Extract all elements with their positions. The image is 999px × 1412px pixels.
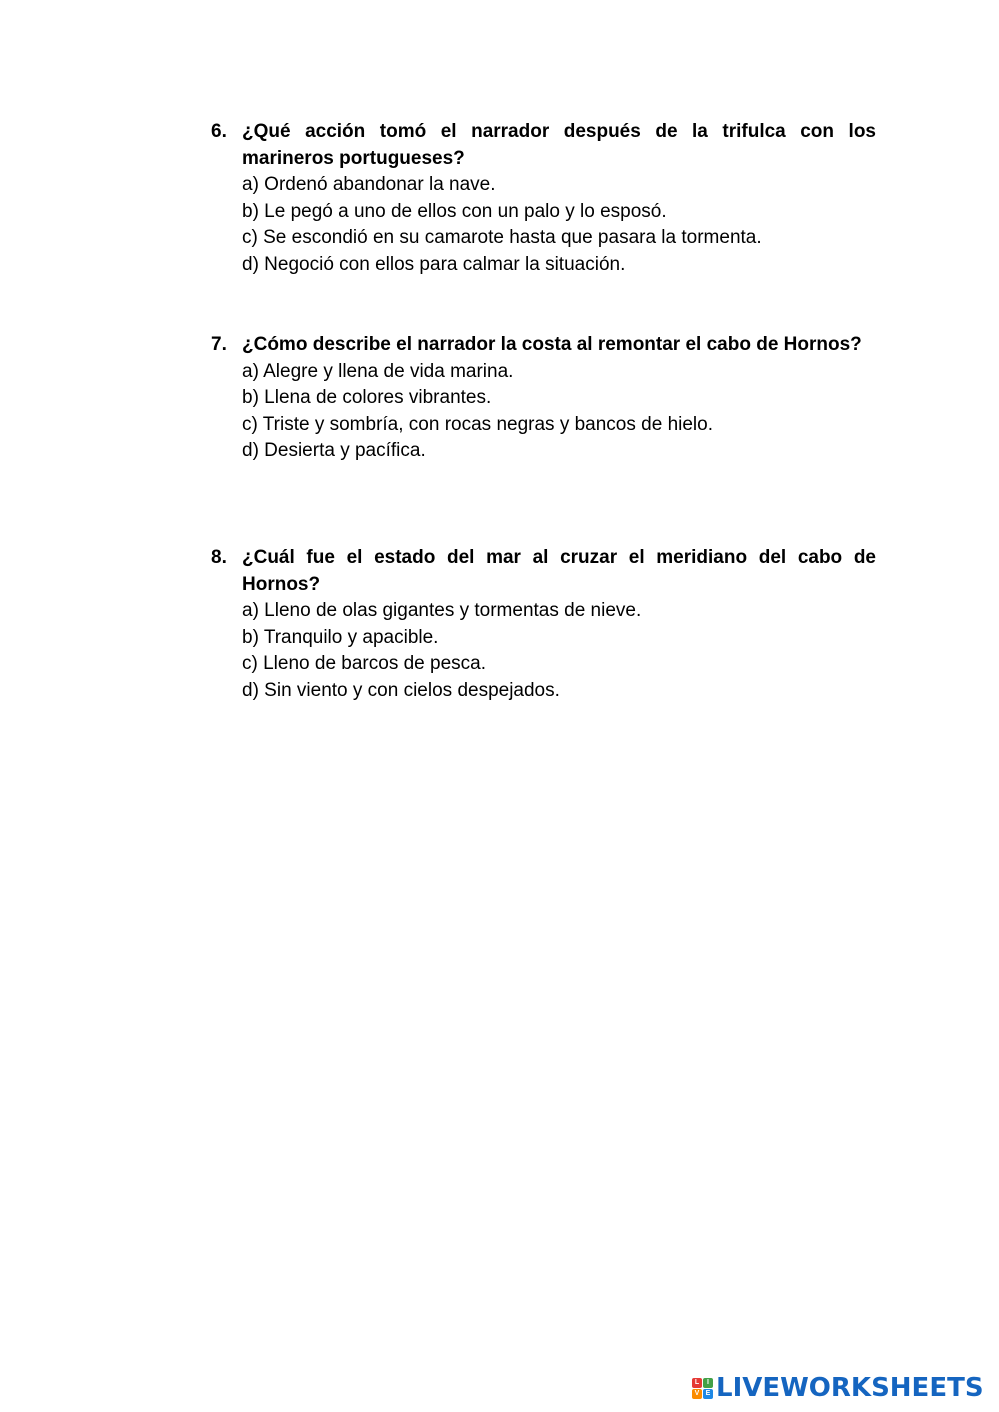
question-6-number: 6. xyxy=(211,121,227,142)
question-7 xyxy=(211,332,876,465)
question-6-option-c[interactable]: c) Se escondió en su camarote hasta que pasara la tormenta. xyxy=(242,227,762,249)
question-7-options xyxy=(211,359,876,465)
question-8 xyxy=(211,545,876,705)
question-8-text: ¿Cuál fue el estado del mar al cruzar el meridiano del cabo de Hornos? xyxy=(242,547,876,595)
question-6-header xyxy=(211,119,876,172)
liveworksheets-logo xyxy=(692,1372,984,1404)
question-8-option-c[interactable]: c) Lleno de barcos de pesca. xyxy=(242,653,486,675)
question-8-option-d[interactable]: d) Sin viento y con cielos despejados. xyxy=(242,679,560,701)
liveworksheets-logo-icon xyxy=(692,1378,713,1399)
logo-mark-tile-i: I xyxy=(703,1378,713,1388)
question-7-option-b[interactable]: b) Llena de colores vibrantes. xyxy=(242,387,492,409)
question-7-option-a[interactable]: a) Alegre y llena de vida marina. xyxy=(242,360,514,382)
question-6-option-b[interactable]: b) Le pegó a uno de ellos con un palo y lo esposó. xyxy=(242,200,667,222)
question-6-option-d[interactable]: d) Negoció con ellos para calmar la situación. xyxy=(242,253,626,275)
question-7-option-c[interactable]: c) Triste y sombría, con rocas negras y bancos de hielo. xyxy=(242,413,713,435)
logo-mark-tile-v: V xyxy=(692,1389,702,1399)
question-7-header xyxy=(211,332,876,359)
question-7-text: ¿Cómo describe el narrador la costa al remontar el cabo de Hornos? xyxy=(242,334,862,355)
question-8-option-a[interactable]: a) Lleno de olas gigantes y tormentas de nieve. xyxy=(242,600,642,622)
question-8-number: 8. xyxy=(211,547,227,568)
logo-mark-tile-e: E xyxy=(703,1389,713,1399)
question-7-number: 7. xyxy=(211,334,227,355)
logo-mark-tile-l: L xyxy=(692,1378,702,1388)
question-6-options xyxy=(211,172,876,278)
question-8-option-b[interactable]: b) Tranquilo y apacible. xyxy=(242,626,439,648)
question-7-option-d[interactable]: d) Desierta y pacífica. xyxy=(242,440,426,462)
liveworksheets-logo-text: LIVEWORKSHEETS xyxy=(716,1373,984,1403)
question-6-option-a[interactable]: a) Ordenó abandonar la nave. xyxy=(242,174,496,196)
question-8-options xyxy=(211,598,876,704)
question-6 xyxy=(211,119,876,279)
question-8-header xyxy=(211,545,876,598)
question-6-text: ¿Qué acción tomó el narrador después de la trifulca con los marineros portugueses? xyxy=(242,121,876,169)
